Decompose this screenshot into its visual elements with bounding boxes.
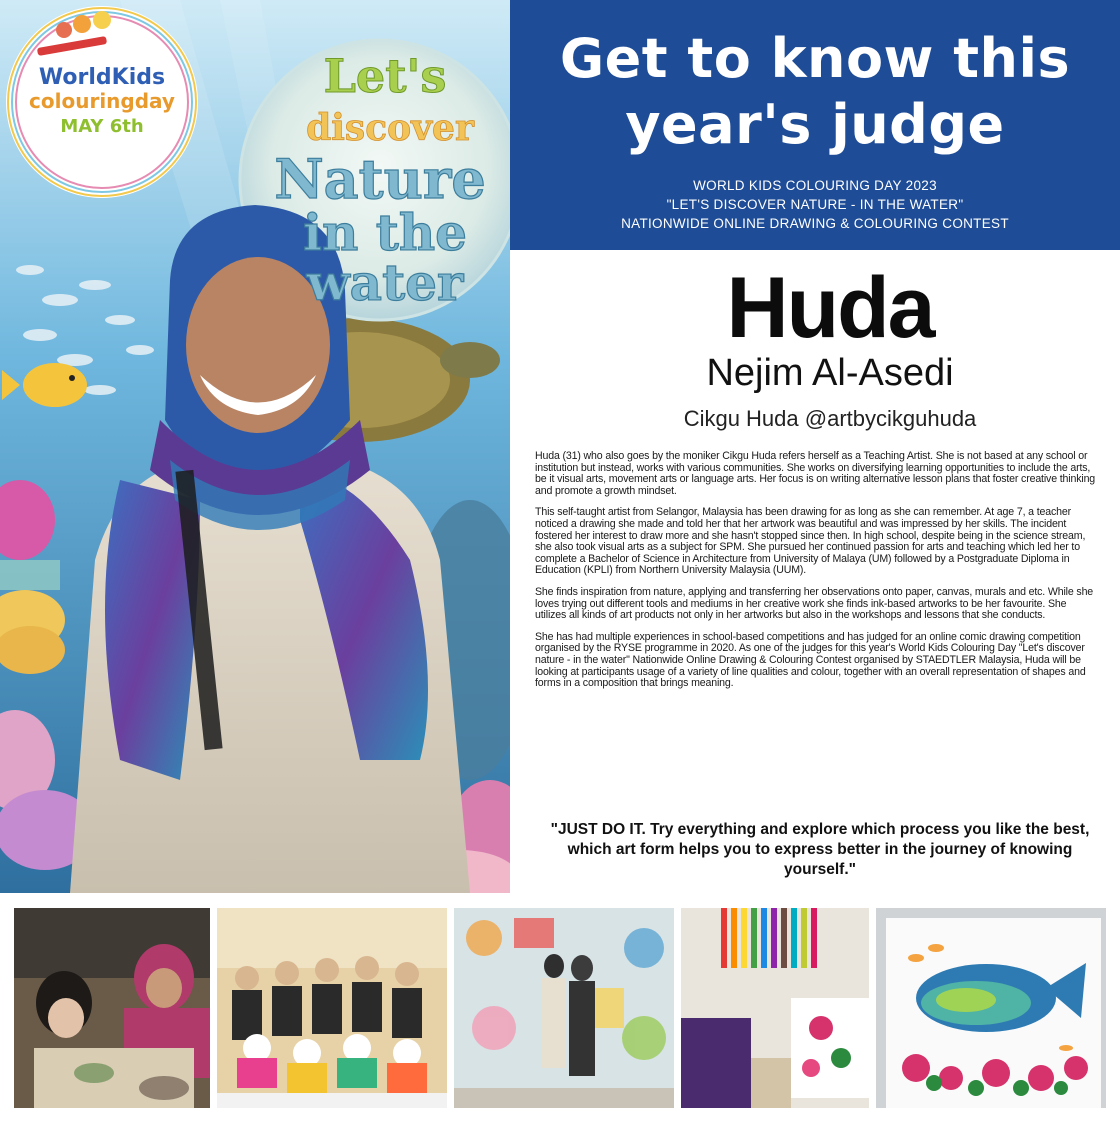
logo-line-3: MAY 6th (60, 116, 144, 137)
theme-line-3: Nature (274, 147, 486, 211)
event-line-1: WORLD KIDS COLOURING DAY 2023 (693, 178, 937, 193)
event-subline (510, 176, 1120, 233)
event-line-3: NATIONWIDE ONLINE DRAWING & COLOURING CONTEST (621, 216, 1009, 231)
photo-workshop-child (14, 908, 210, 1108)
theme-line-2: discover (306, 107, 474, 149)
photo-mural (454, 908, 674, 1108)
bio-paragraph-2: This self-taught artist from Selangor, Malaysia has been drawing for as long as she can remember. At age 7, a teacher noticed a drawing she made and told her that her artwork was beautiful and was impressed by her skills. The incident fostered her interest to draw more and she hasn't stopped since then. In high school, despite being in the science stream, she also took visual arts as a subject for SPM. She pursued her continued passion for arts and teaching which led her to complete a Bachelor of Science in Architecture from University of Malaya (UM) followed by a Postgraduate Diploma in Education (KPLI) from Northern University Malaysia (UUM). (535, 506, 1086, 577)
judge-first-name: Huda (726, 260, 934, 356)
bio-paragraph-1: Huda (31) who also goes by the moniker Cikgu Huda refers herself as a Teaching Artist. She is not based at any school or institution but instead, works with various communities. She works on diversifying learning opportunities to include the arts, be it visual arts, movement arts or language arts. Her focus is on writing alternative lesson plans that foster creative thinking and promote a growth mindset. (535, 450, 1096, 497)
logo-line-1: WorldKids (38, 65, 166, 90)
bio-paragraph-3: She finds inspiration from nature, applying and transferring her observations onto paper, canvas, murals and etc. While she loves trying out different tools and mediums in her creative work she finds ink-based artworks to be her favourite. She utilizes all kinds of art products not only in her artworks but also in the workshops and lessons that she conducts. (535, 585, 1094, 622)
photo-strip (0, 908, 1120, 1108)
headline-line-1: Get to know this (559, 27, 1071, 90)
judge-handle: Cikgu Huda @artbycikguhuda (683, 406, 977, 431)
photo-whale-artwork (876, 908, 1106, 1108)
bio-paragraph-4: She has had multiple experiences in school-based competitions and has judged for an online comic drawing competition organised by the RYSE programme in 2020. As one of the judges for this year's World Kids Colouring Day "Let's discover nature - in the water" Nationwide Online Drawing & Colouring Contest organised by STAEDTLER Malaysia, Huda will be looking at participants usage of a variety of line qualities and colour, together with an overall representation of shapes and forms in a composition that brings meaning. (535, 630, 1086, 690)
headline-line-2: year's judge (625, 93, 1005, 156)
hero-artwork (0, 0, 510, 893)
headline (510, 0, 1120, 158)
event-line-2: "LET'S DISCOVER NATURE - IN THE WATER" (666, 197, 964, 212)
theme-line-5: water (306, 253, 464, 312)
judge-quote: "JUST DO IT. Try everything and explore which process you like the best, which art form helps you to express better in the journey of knowing yourself." (550, 821, 1090, 878)
judge-name-block (520, 260, 1110, 433)
header-panel (510, 0, 1120, 250)
logo-line-2: colouringday (29, 89, 175, 113)
theme-line-1: Let's (323, 49, 447, 103)
judge-bio (535, 451, 1097, 700)
theme-title-art (0, 0, 510, 330)
theme-line-4: in the (302, 203, 468, 262)
photo-group-students (217, 908, 447, 1108)
photo-art-supplies (681, 908, 869, 1108)
judge-surname: Nejim Al-Asedi (706, 352, 954, 394)
